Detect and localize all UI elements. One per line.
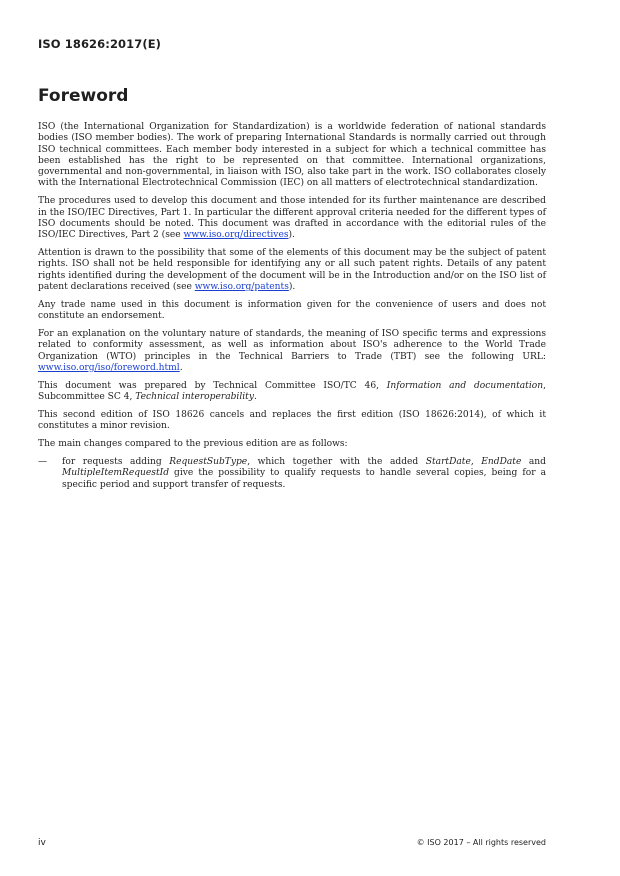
paragraph-main-changes: The main changes compared to the previous edition are as follows:: [38, 439, 348, 450]
foreword-link[interactable]: www.iso.org/iso/foreword.html: [38, 363, 180, 374]
term-multiple-item-request-id: MultipleItemRequestId: [62, 468, 170, 479]
paragraph-text: , Subcommittee SC 4,: [38, 380, 546, 403]
copyright-notice: © ISO 2017 – All rights reserved: [416, 838, 546, 847]
patents-link[interactable]: www.iso.org/patents: [194, 282, 289, 293]
term-start-date: StartDate: [425, 457, 471, 468]
page-number: iv: [38, 838, 46, 848]
list-dash: —: [38, 457, 48, 468]
paragraph-text: The procedures used to develop this document and those intended for its further maintenance are described in the ISO/IEC Directives, Part 1. In particular the different approval criteria needed for the different types of ISO documents should be noted. This document was drafted in accordance with the editorial rules of the ISO/IEC Directives, Part 2 (see: [38, 196, 546, 241]
document-code: ISO 18626:2017(E): [38, 37, 162, 51]
paragraph-iso-intro: ISO (the International Organization for Standardization) is a worldwide federation of national standards bodies (ISO member bodies). The work of preparing International Standards is normally carried out through ISO technical committees. Each member body interested in a subject for which a technical committee has been established has the right to be represented on that committee. International organizations, governmental and non-governmental, in liaison with ISO, also take part in the work. ISO collaborates closely with the International Electrotechnical Commission (IEC) on all matters of electrotechnical standardization.: [38, 122, 546, 189]
paragraph-trade-name: Any trade name used in this document is information given for the convenience of users and does not constitute an endorsement.: [38, 299, 546, 322]
paragraph-patents: [38, 248, 546, 293]
foreword-body: [38, 122, 546, 491]
page-title: Foreword: [38, 86, 129, 106]
committee-title: Information and documentation: [386, 380, 544, 391]
term-request-subtype: RequestSubType: [169, 457, 248, 468]
paragraph-committee: [38, 381, 546, 404]
list-item: [38, 457, 546, 491]
paragraph-voluntary-nature: [38, 329, 546, 374]
paragraph-text-end: .: [179, 363, 183, 374]
paragraph-text: Attention is drawn to the possibility that some of the elements of this document may be the subject of patent rights. ISO shall not be held responsible for identifying any or all such patent rights. Details of any patent rights identified during the development of the document will be in the Introduction and/or on the ISO list of patent declarations received (see: [38, 248, 546, 293]
paragraph-text-end: ).: [288, 282, 296, 293]
directives-link[interactable]: www.iso.org/directives: [183, 230, 289, 241]
paragraph-text: For an explanation on the voluntary nature of standards, the meaning of ISO specific terms and expressions related to conformity assessment, as well as information about ISO's adherence to the World Trade Organization (WTO) principles in the Technical Barriers to Trade (TBT) see the following URL:: [38, 329, 546, 362]
paragraph-edition: This second edition of ISO 18626 cancels and replaces the first edition (ISO 18626:2014), of which it constitutes a minor revision.: [38, 410, 546, 432]
subcommittee-title: Technical interoperability: [135, 392, 254, 403]
list-item-text: for requests adding RequestSubType, which together with the added StartDate, EndDate and MultipleItemRequestId give the possibility to qualify requests to handle several copies, being for a specific period and support transfer of requests.: [62, 457, 546, 490]
term-end-date: EndDate: [481, 457, 522, 468]
paragraph-procedures: [38, 196, 546, 241]
paragraph-text-end: ).: [288, 230, 295, 241]
paragraph-text-end: .: [253, 392, 257, 403]
paragraph-text: This document was prepared by Technical Committee ISO/TC 46,: [38, 380, 387, 391]
